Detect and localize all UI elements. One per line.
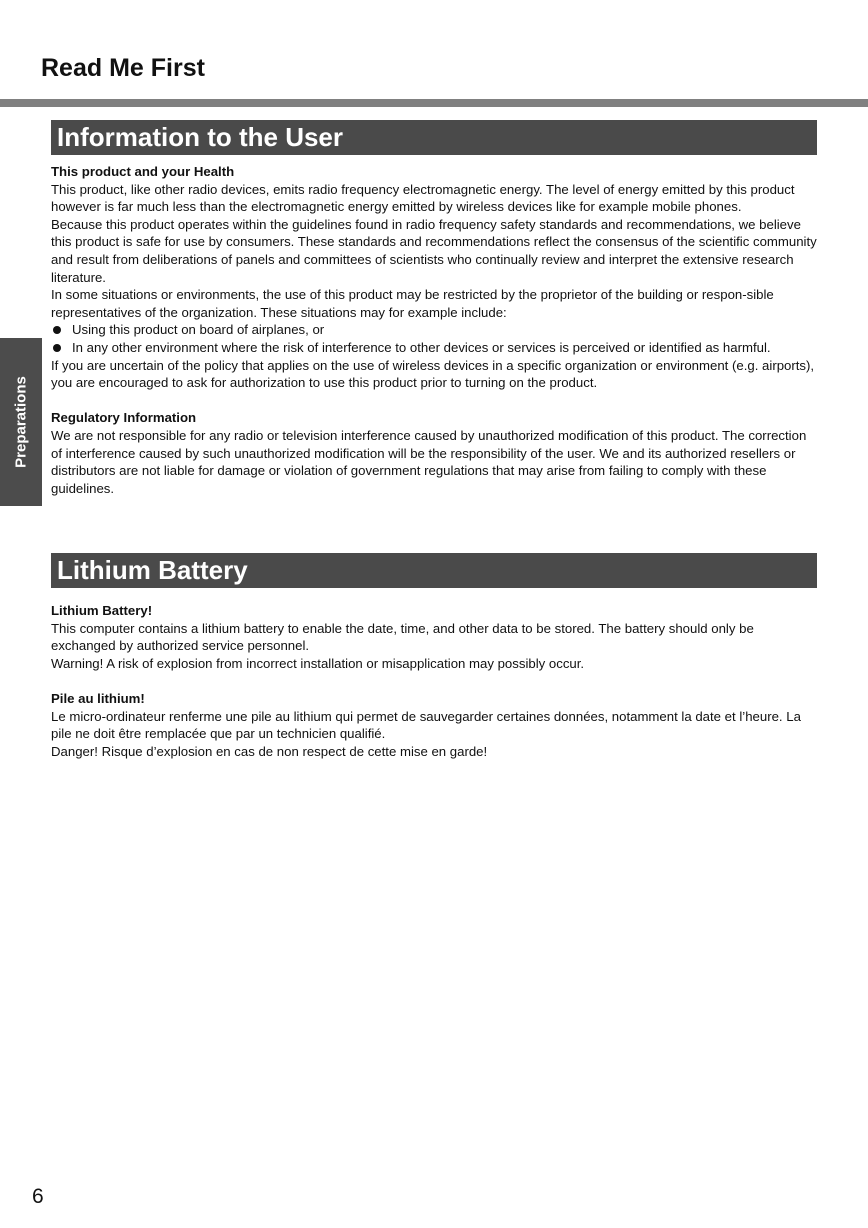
list-item-text: In any other environment where the risk of interference to other devices or services is perceived or identified as harmful. (72, 339, 771, 355)
list-item (51, 321, 819, 339)
section-title-lithium: Lithium Battery (51, 553, 817, 588)
bullet-icon (53, 326, 61, 334)
header-rule (0, 99, 868, 107)
section-body-information (51, 163, 819, 497)
spacer (51, 672, 819, 690)
paragraph: Warning! A risk of explosion from incorrect installation or misapplication may possibly occur. (51, 655, 585, 671)
list-item (51, 339, 819, 357)
spacer (51, 392, 819, 410)
page-title: Read Me First (41, 54, 205, 82)
subheading-lithium-fr: Pile au lithium! (51, 690, 145, 706)
section-body-lithium (51, 602, 819, 760)
bullet-list (51, 321, 819, 356)
paragraph: In some situations or environments, the use of this product may be restricted by the proprietor of the building or respon-sible representatives of the organization. These situations may for example include: (51, 287, 774, 320)
subheading-health: This product and your Health (51, 164, 235, 179)
paragraph: If you are uncertain of the policy that applies on the use of wireless devices in a specific organization or environment (e.g. airports), you are encouraged to ask for authorization to use this product prior to turning on the product. (51, 357, 815, 391)
paragraph: We are not responsible for any radio or television interference caused by unauthorized modification of this product. The correction of interference caused by such unauthorized modification will be the responsibility of the user. We and its authorized resellers or distributors are not liable for damage or violation of government regulations that may arise from failing to comply with these guidelines. (51, 427, 807, 496)
side-tab-label: Preparations (12, 376, 30, 468)
subheading-lithium-en: Lithium Battery! (51, 603, 153, 618)
paragraph: This computer contains a lithium battery to enable the date, time, and other data to be stored. The battery should only be exchanged by authorized service personnel. (51, 620, 754, 654)
paragraph: Danger! Risque d’explosion en cas de non respect de cette mise en garde! (51, 743, 488, 759)
bullet-icon (53, 344, 61, 352)
side-tab (0, 338, 42, 506)
page-number: 6 (32, 1185, 44, 1208)
section-title-information: Information to the User (51, 120, 817, 155)
paragraph: Because this product operates within the guidelines found in radio frequency safety standards and recommendations, we believe this product is safe for use by consumers. These standards and recommendations reflect the consensus of the scientific community and result from deliberations of panels and committees of scientists who continually review and interpret the extensive research literature. (51, 216, 817, 285)
paragraph: Le micro-ordinateur renferme une pile au lithium qui permet de sauvegarder certaines données, notamment la date et l’heure. La pile ne doit être remplacée que par un technicien qualifié. (51, 708, 801, 742)
list-item-text: Using this product on board of airplanes, or (72, 322, 325, 338)
paragraph: This product, like other radio devices, emits radio frequency electromagnetic energy. The level of energy emitted by this product however is far much less than the electromagnetic energy emitted by wireless devices like for example mobile phones. (51, 181, 795, 215)
subheading-regulatory: Regulatory Information (51, 410, 197, 426)
